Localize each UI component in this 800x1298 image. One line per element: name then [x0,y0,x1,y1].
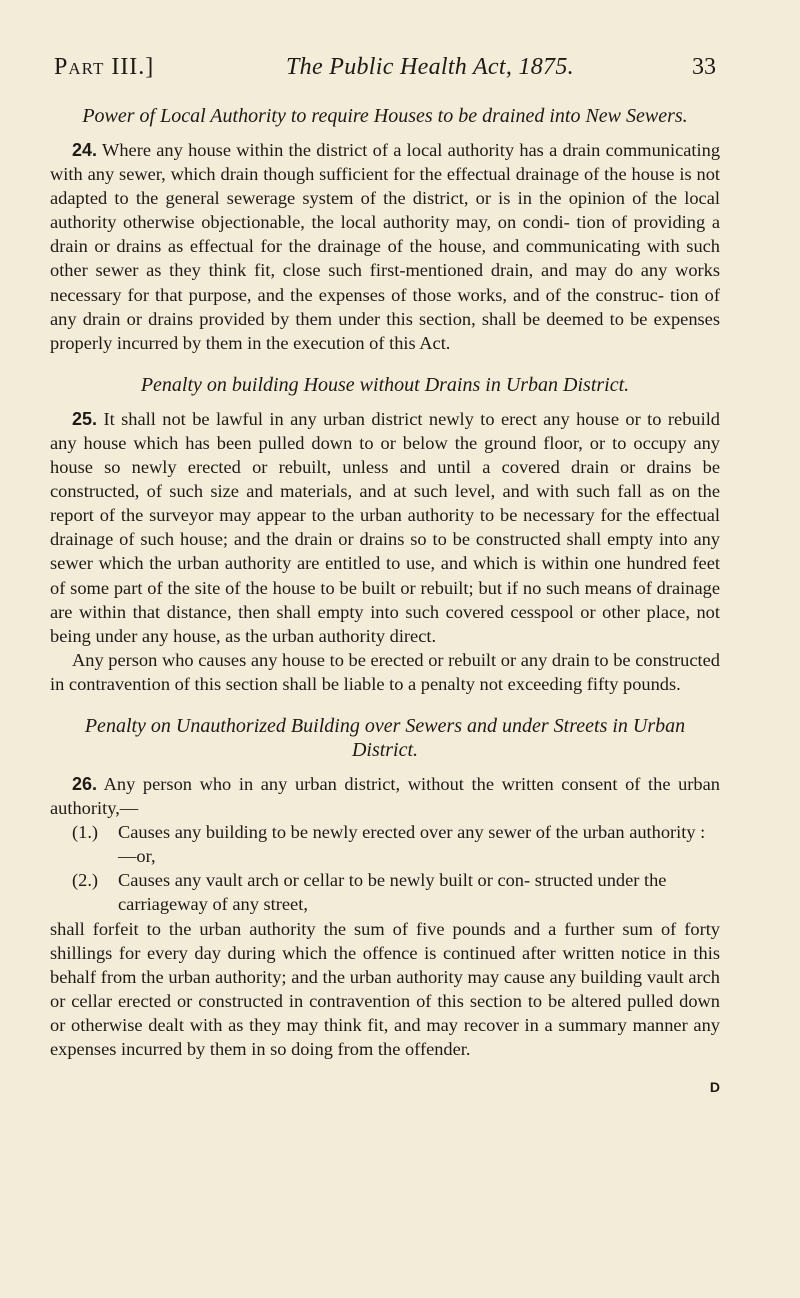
part-label: Part III.] [54,54,155,80]
item-number: (2.) [72,870,99,891]
signature-mark: D [709,1079,720,1096]
section-paragraph [50,772,720,820]
list-item [50,868,720,916]
section-paragraph: Any person who causes any house to be erected or rebuilt or any drain to be constructed in contravention of this section shall be liable to a penalty not exceeding fifty pounds. [50,649,720,694]
paragraph-text: Any person who in any urban district, without the written consent of the urban authority,— [50,773,720,819]
item-text: Causes any building to be newly erected over any sewer of the urban authority :—or, [118,822,706,867]
section-number: 25. [72,408,98,429]
section-paragraph [50,138,720,355]
section-paragraph: shall forfeit to the urban authority the sum of five pounds and a further sum of forty shillings for every day during which the offence is continued after written notice in this behalf from the urban authority; and the urban authority may cause any building vault arch or cellar erected or constructed in contravention of this section to be altered pulled down or otherwise dealt with as they may think fit, and may recover in a summary manner any expenses incurred by them in so doing from the offender. [50,918,720,1059]
running-title: The Public Health Act, 1875. [286,54,574,80]
running-head [50,52,720,82]
item-number: (1.) [72,822,99,843]
section-heading: Power of Local Authority to require Houses to be drained into New Sewers. [82,105,688,127]
page-number: 33 [692,54,716,80]
section-number: 24. [72,140,98,160]
section-heading: Penalty on building House without Drains in Urban District. [140,373,630,396]
section-25 [50,373,720,696]
section-number: 26. [72,773,98,794]
section-24 [50,104,720,355]
section-heading: Penalty on Unauthorized Building over Sewers and under Streets in Urban District. [84,714,686,761]
section-paragraph [50,407,720,648]
item-text: Causes any vault arch or cellar to be newly built or con- structed under the carriageway of any street, [118,870,667,915]
paragraph-text: It shall not be lawful in any urban district newly to erect any house or to rebuild any house which has been pulled down to or below the ground floor, or to occupy any house so newly erected or rebuilt, unless and until a covered drain or drains be constructed, of such size and materials, and at such level, and with such fall as on the report of the surveyor may appear to the urban authority to be necessary for the effectual drainage of such house; and the drain or drains so to be constructed shall empty into any sewer which the urban authority are entitled to use, and which is within one hundred feet of some part of the site of the house to be built or rebuilt; but if no such means of drainage are within that distance, then shall empty into such covered cesspool or other place, not being under any house, as the urban authority direct. [50,408,720,646]
section-26 [50,714,720,1061]
list-item [50,820,720,868]
paragraph-text: Where any house within the district of a local authority has a drain communicating with any sewer, which drain though sufficient for the effectual drainage of the house is not adapted to the general sewerage system of the district, or is in the opinion of the local authority otherwise objectionable, the local authority may, on condi- tion of providing a drain or drains as effectual for the drainage of the house, and communicating with such other sewer as they think fit, close such first-mentioned drain, and may do any works necessary for that purpose, and the expenses of those works, and of the construc- tion of any drain or drains provided by them under this section, shall be deemed to be expenses properly incurred by them in the execution of this Act. [50,140,721,353]
